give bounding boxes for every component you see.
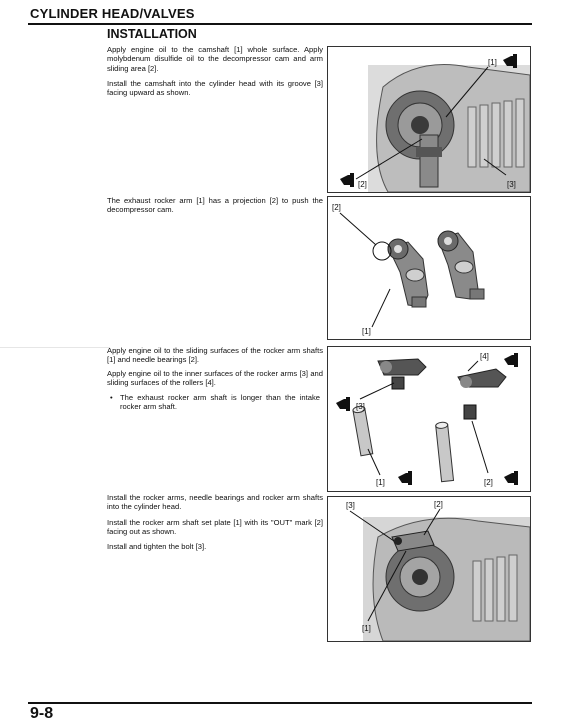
rocker-arm-illustration bbox=[327, 196, 531, 340]
callout-label: [4] bbox=[480, 352, 489, 361]
oil-can-icon bbox=[340, 173, 354, 187]
bullet-text: The exhaust rocker arm shaft is longer than the intake rocker arm shaft. bbox=[120, 393, 320, 412]
step4-paragraph-2: Install the rocker arm shaft set plate [1] with its "OUT" mark [2] facing out as shown. bbox=[107, 518, 323, 537]
callout-label: [3] bbox=[346, 501, 355, 510]
callout-label: [1] bbox=[376, 478, 385, 487]
callout-label: [1] bbox=[362, 327, 371, 336]
step3-paragraph-1: Apply engine oil to the sliding surfaces of the rocker arm shafts [1] and needle bearings [2]. bbox=[107, 346, 323, 365]
step1-paragraph-2: Install the camshaft into the cylinder head with its groove [3] facing upward as shown. bbox=[107, 79, 323, 98]
camshaft-illustration bbox=[327, 46, 531, 193]
bullet-marker: • bbox=[110, 393, 113, 402]
callout-label: [3] bbox=[356, 402, 365, 411]
step1-paragraph-1: Apply engine oil to the camshaft [1] whole surface. Apply molybdenum disulfide oil to the decompressor cam and arm sliding area [2]. bbox=[107, 45, 323, 73]
step2-paragraph-1: The exhaust rocker arm [1] has a projection [2] to push the decompressor cam. bbox=[107, 196, 323, 215]
header-divider bbox=[28, 23, 532, 25]
rocker-shafts-illustration bbox=[327, 346, 531, 492]
page-number: 9-8 bbox=[30, 705, 54, 722]
oil-can-icon bbox=[504, 353, 518, 367]
step3-paragraph-2: Apply engine oil to the inner surfaces of the rocker arms [3] and sliding surfaces of the rollers [4]. bbox=[107, 369, 323, 388]
set-plate-illustration bbox=[327, 496, 531, 642]
step4-paragraph-1: Install the rocker arms, needle bearings and rocker arm shafts into the cylinder head. bbox=[107, 493, 323, 512]
section-title: INSTALLATION bbox=[107, 27, 197, 41]
page-header-title: CYLINDER HEAD/VALVES bbox=[30, 6, 195, 21]
oil-can-icon bbox=[504, 471, 518, 485]
scan-artifact-line bbox=[0, 347, 110, 348]
callout-label: [2] bbox=[332, 203, 341, 212]
callout-label: [1] bbox=[488, 58, 497, 67]
callout-label: [2] bbox=[434, 500, 443, 509]
oil-can-icon bbox=[336, 397, 350, 411]
callout-label: [3] bbox=[507, 180, 516, 189]
callout-label: [1] bbox=[362, 624, 371, 633]
step4-paragraph-3: Install and tighten the bolt [3]. bbox=[107, 542, 207, 551]
oil-can-icon bbox=[398, 471, 412, 485]
callout-label: [2] bbox=[358, 180, 367, 189]
step3-bullet-note bbox=[110, 393, 320, 412]
callout-label: [2] bbox=[484, 478, 493, 487]
footer-divider bbox=[28, 702, 532, 704]
